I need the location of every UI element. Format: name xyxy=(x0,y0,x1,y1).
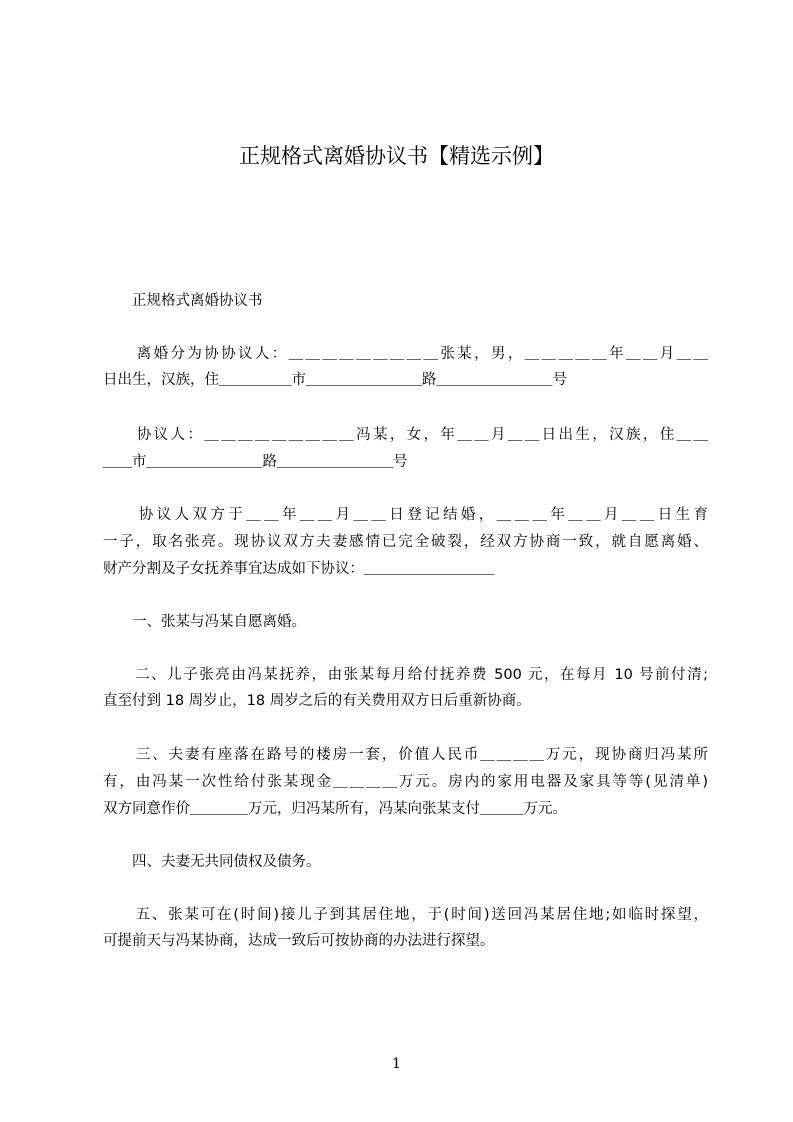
intro-heading: 正规格式离婚协议书 xyxy=(103,293,263,309)
clause-1: 一、张某与冯某自愿离婚。 xyxy=(103,614,306,630)
party-b-line-1: 协议人：＿＿＿＿＿＿＿＿＿冯某，女，年＿＿月＿＿日出生，汉族，住＿＿ xyxy=(103,427,708,443)
clause-4: 四、夫妻无共同债权及债务。 xyxy=(103,854,321,870)
clause-2-line-2: 直至付到 18 周岁止，18 周岁之后的有关费用双方日后重新协商。 xyxy=(103,693,531,709)
clause-3-line-2: 有，由冯某一次性给付张某现金＿＿＿＿万元。房内的家用电器及家具等等(见清单) xyxy=(103,774,708,790)
party-a-line-2: 日出生，汉族，住＿＿＿＿＿市＿＿＿＿＿＿＿＿路＿＿＿＿＿＿＿＿号 xyxy=(103,372,567,388)
clause-5-line-2: 可提前天与冯某协商，达成一致后可按协商的办法进行探望。 xyxy=(103,933,495,949)
page-number: 1 xyxy=(392,1056,401,1072)
clause-3-line-1: 三、夫妻有座落在路号的楼房一套，价值人民币＿＿＿＿万元，现协商归冯某所 xyxy=(103,747,708,763)
clause-2-line-1: 二、儿子张亮由冯某抚养，由张某每月给付抚养费 500 元，在每月 10 号前付清; xyxy=(103,667,708,683)
party-b-line-2: ＿＿市＿＿＿＿＿＿＿＿路＿＿＿＿＿＿＿＿号 xyxy=(103,454,408,470)
marriage-line-2: 一子，取名张亮。现协议双方夫妻感情已完全破裂，经双方协商一致，就自愿离婚、 xyxy=(103,534,708,550)
clause-3-line-3: 双方同意作价＿＿＿＿万元，归冯某所有，冯某向张某支付＿＿＿万元。 xyxy=(103,801,567,817)
clause-5-line-1: 五、张某可在(时间)接儿子到其居住地，于(时间)送回冯某居住地;如临时探望， xyxy=(103,907,708,923)
marriage-line-1: 协议人双方于＿＿年＿＿月＿＿日登记结婚，＿＿＿年＿＿月＿＿日生育 xyxy=(103,507,708,523)
marriage-line-3: 财产分割及子女抚养事宜达成如下协议：＿＿＿＿＿＿＿＿＿ xyxy=(103,561,495,577)
document-title: 正规格式离婚协议书【精选示例】 xyxy=(239,144,554,168)
party-a-line-1: 离婚分为协协议人：＿＿＿＿＿＿＿＿＿张某，男，＿＿＿＿＿年＿＿月＿＿ xyxy=(103,346,708,362)
